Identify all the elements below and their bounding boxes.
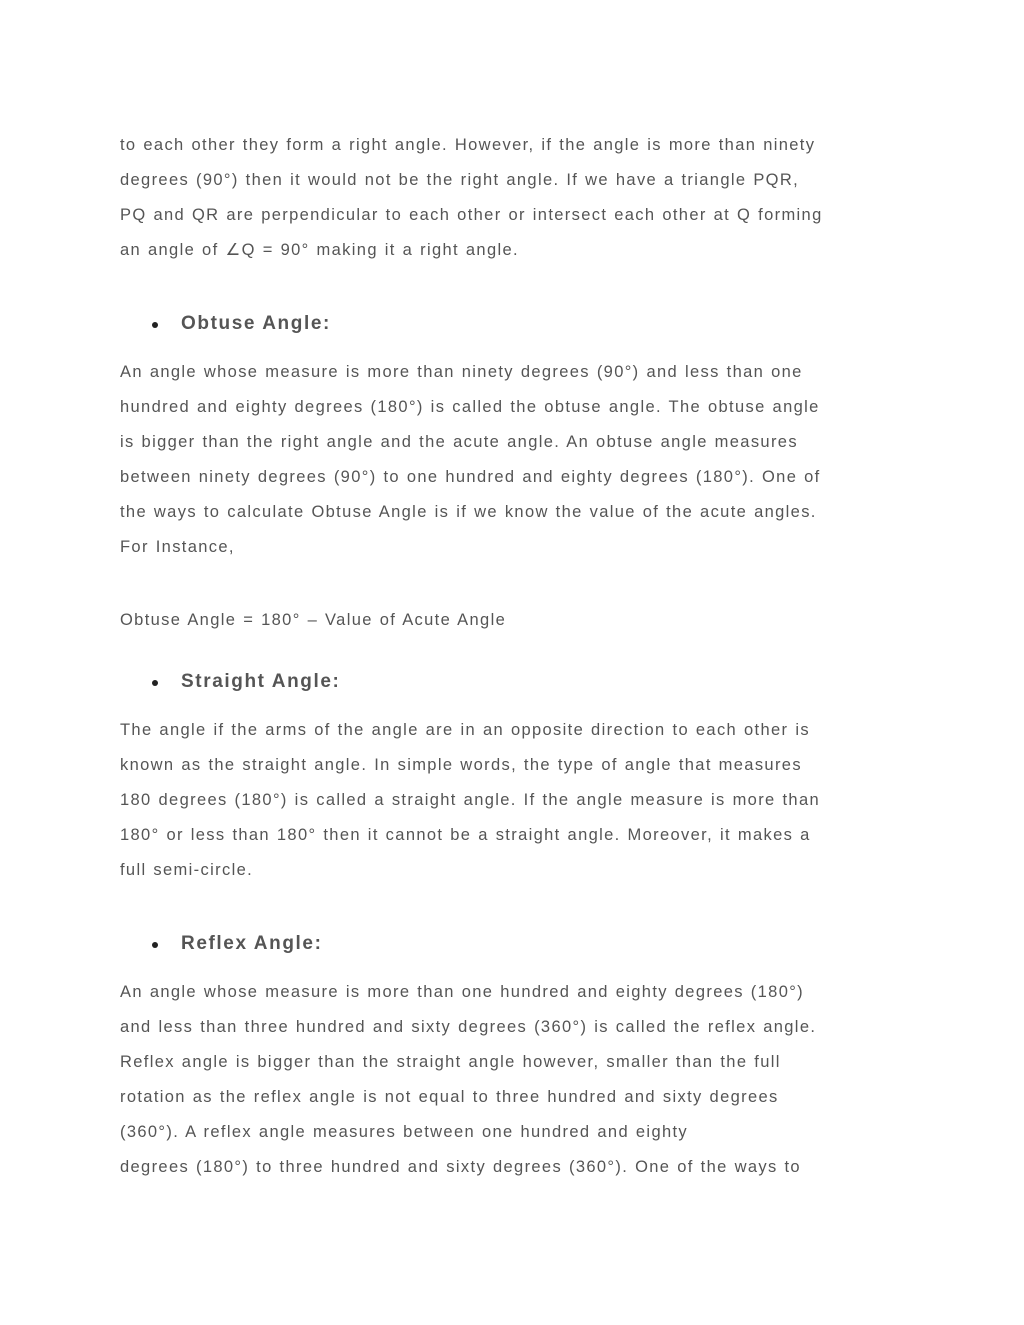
heading-label: Straight Angle: xyxy=(181,671,341,692)
text-line: degrees (180°) to three hundred and sixty degrees (360°). One of the ways to xyxy=(120,1158,801,1176)
text-line: The angle if the arms of the angle are in an opposite direction to each other is xyxy=(120,721,810,739)
straight-angle-paragraph xyxy=(120,713,910,888)
text-line: rotation as the reflex angle is not equal to three hundred and sixty degrees xyxy=(120,1088,779,1106)
text-line: degrees (90°) then it would not be the right angle. If we have a triangle PQR, xyxy=(120,171,800,189)
text-line: An angle whose measure is more than ninety degrees (90°) and less than one xyxy=(120,363,803,381)
text-line: PQ and QR are perpendicular to each other or intersect each other at Q forming xyxy=(120,206,823,224)
bullet-icon xyxy=(152,680,158,686)
bullet-icon xyxy=(152,322,158,328)
reflex-angle-paragraph xyxy=(120,975,910,1185)
reflex-angle-heading xyxy=(120,930,910,958)
document-page xyxy=(120,128,910,1185)
text-line: and less than three hundred and sixty degrees (360°) is called the reflex angle. xyxy=(120,1018,817,1036)
obtuse-angle-heading xyxy=(120,310,910,338)
text-line: known as the straight angle. In simple words, the type of angle that measures xyxy=(120,756,802,774)
text-line: to each other they form a right angle. However, if the angle is more than ninety xyxy=(120,136,816,154)
heading-label: Obtuse Angle: xyxy=(181,313,331,334)
text-line: is bigger than the right angle and the acute angle. An obtuse angle measures xyxy=(120,433,798,451)
bullet-icon xyxy=(152,942,158,948)
text-line: Reflex angle is bigger than the straight angle however, smaller than the full xyxy=(120,1053,781,1071)
text-line: 180 degrees (180°) is called a straight angle. If the angle measure is more than xyxy=(120,791,821,809)
text-line: between ninety degrees (90°) to one hundred and eighty degrees (180°). One of xyxy=(120,468,821,486)
formula-line: Obtuse Angle = 180° – Value of Acute Angle xyxy=(120,611,507,629)
obtuse-angle-paragraph xyxy=(120,355,910,565)
text-line: an angle of ∠Q = 90° making it a right angle. xyxy=(120,241,519,259)
text-line: full semi-circle. xyxy=(120,861,254,879)
text-line: For Instance, xyxy=(120,538,235,556)
intro-paragraph xyxy=(120,128,910,268)
heading-label: Reflex Angle: xyxy=(181,933,323,954)
text-line: 180° or less than 180° then it cannot be a straight angle. Moreover, it makes a xyxy=(120,826,811,844)
text-line: hundred and eighty degrees (180°) is called the obtuse angle. The obtuse angle xyxy=(120,398,820,416)
text-line: the ways to calculate Obtuse Angle is if we know the value of the acute angles. xyxy=(120,503,817,521)
obtuse-angle-formula xyxy=(120,603,910,638)
text-line: An angle whose measure is more than one hundred and eighty degrees (180°) xyxy=(120,983,805,1001)
straight-angle-heading xyxy=(120,668,910,696)
text-line: (360°). A reflex angle measures between one hundred and eighty xyxy=(120,1123,689,1141)
